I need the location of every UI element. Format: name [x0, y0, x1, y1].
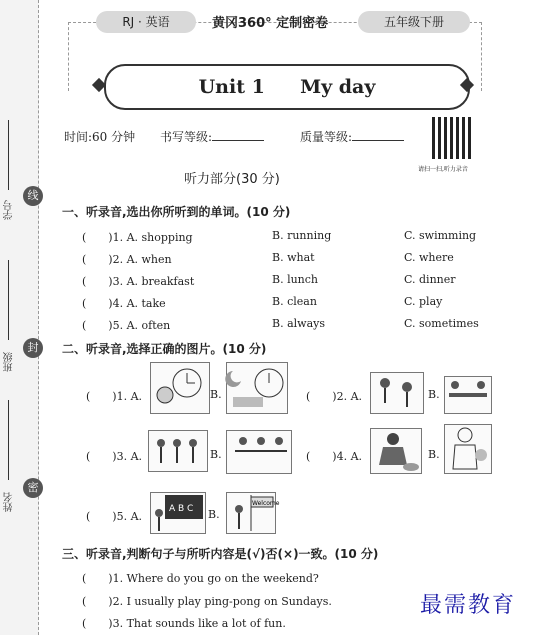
class-label: 班级: [4, 352, 15, 372]
grade-tag: 五年级下册: [358, 11, 470, 33]
subject-tag: RJ · 英语: [96, 11, 196, 33]
student-id-label: 学号: [4, 200, 15, 220]
exam-time: 时间:60 分钟: [64, 130, 136, 144]
s1-q4-option-b: B. clean: [272, 295, 317, 308]
s2-q5-label: ( )5. A.: [86, 510, 143, 523]
s2-q4-picture-a[interactable]: [370, 428, 422, 474]
s1-q5-option-c: C. sometimes: [404, 317, 479, 330]
unit-number: Unit 1: [198, 76, 265, 98]
s3-q3: ( )3. That sounds like a lot of fun.: [82, 617, 286, 630]
binding-circle-secret: 密: [23, 478, 43, 498]
s3-q2: ( )2. I usually play ping-pong on Sundays.: [82, 595, 332, 608]
watermark: 最需教育: [420, 593, 517, 618]
s1-q1-option-a: ( )1. A. shopping: [82, 231, 193, 244]
s2-q1-label: ( )1. A.: [86, 390, 143, 403]
s2-q3-label: ( )3. A.: [86, 450, 143, 463]
s2-flag-text: Welcome: [252, 500, 280, 507]
s1-q5-option-b: B. always: [272, 317, 325, 330]
s2-q4-label: ( )4. A.: [306, 450, 363, 463]
s1-q3-option-c: C. dinner: [404, 273, 456, 286]
student-id-line: [8, 120, 9, 190]
section1-title: 一、听录音,选出你所听到的单词。(10 分): [62, 205, 291, 219]
s2-q3-b: B.: [210, 448, 222, 461]
s1-q1-option-c: C. swimming: [404, 229, 477, 242]
section3-title: 三、听录音,判断句子与所听内容是(√)否(×)一致。(10 分): [62, 547, 379, 561]
s2-q3-picture-a[interactable]: [148, 430, 208, 472]
s2-q2-picture-a[interactable]: [370, 372, 424, 414]
s1-q4-option-a: ( )4. A. take: [82, 297, 166, 310]
binding-circle-line: 线: [23, 186, 43, 206]
binding-circle-seal: 封: [23, 338, 43, 358]
s2-board-text: A B C: [169, 504, 194, 514]
qr-caption: 请扫一扫,听力录音: [418, 166, 468, 173]
quality-grade-blank: [352, 140, 404, 141]
s1-q3-option-a: ( )3. A. breakfast: [82, 275, 195, 288]
s2-q5-b: B.: [208, 508, 220, 521]
s1-q3-option-b: B. lunch: [272, 273, 319, 286]
series-title: 黄冈360° 定制密卷: [212, 16, 329, 31]
s2-q1-picture-a[interactable]: [150, 362, 210, 414]
writing-grade-blank: [212, 140, 264, 141]
s1-q4-option-c: C. play: [404, 295, 443, 308]
name-label: 姓名: [4, 492, 15, 512]
class-line: [8, 260, 9, 340]
binding-margin: [0, 0, 39, 635]
section2-title: 二、听录音,选择正确的图片。(10 分): [62, 342, 267, 356]
unit-name: My day: [300, 76, 376, 98]
quality-grade-field: [300, 128, 404, 145]
s1-q1-option-b: B. running: [272, 229, 332, 242]
s3-q1: ( )1. Where do you go on the weekend?: [82, 572, 319, 585]
s2-q5-picture-b[interactable]: [226, 492, 280, 534]
s1-q5-option-a: ( )5. A. often: [82, 319, 171, 332]
s2-q1-b: B.: [210, 388, 222, 401]
name-line: [8, 400, 9, 480]
quality-grade-label: 质量等级:: [300, 130, 353, 144]
s2-q2-label: ( )2. A.: [306, 390, 363, 403]
s2-q2-picture-b[interactable]: [444, 376, 492, 414]
writing-grade-label: 书写等级:: [160, 130, 213, 144]
s2-q4-b: B.: [428, 448, 440, 461]
qr-code-icon[interactable]: [432, 117, 474, 159]
s2-q2-b: B.: [428, 388, 440, 401]
s2-q5-picture-a[interactable]: [150, 492, 206, 534]
s1-q2-option-c: C. where: [404, 251, 454, 264]
writing-grade-field: [160, 128, 264, 145]
s2-q1-picture-b[interactable]: [226, 362, 288, 414]
s2-q4-picture-b[interactable]: [444, 424, 492, 474]
s2-q3-picture-b[interactable]: [226, 430, 292, 474]
unit-banner: [104, 64, 470, 110]
listening-title: 听力部分(30 分): [184, 172, 280, 187]
s1-q2-option-b: B. what: [272, 251, 315, 264]
s1-q2-option-a: ( )2. A. when: [82, 253, 172, 266]
